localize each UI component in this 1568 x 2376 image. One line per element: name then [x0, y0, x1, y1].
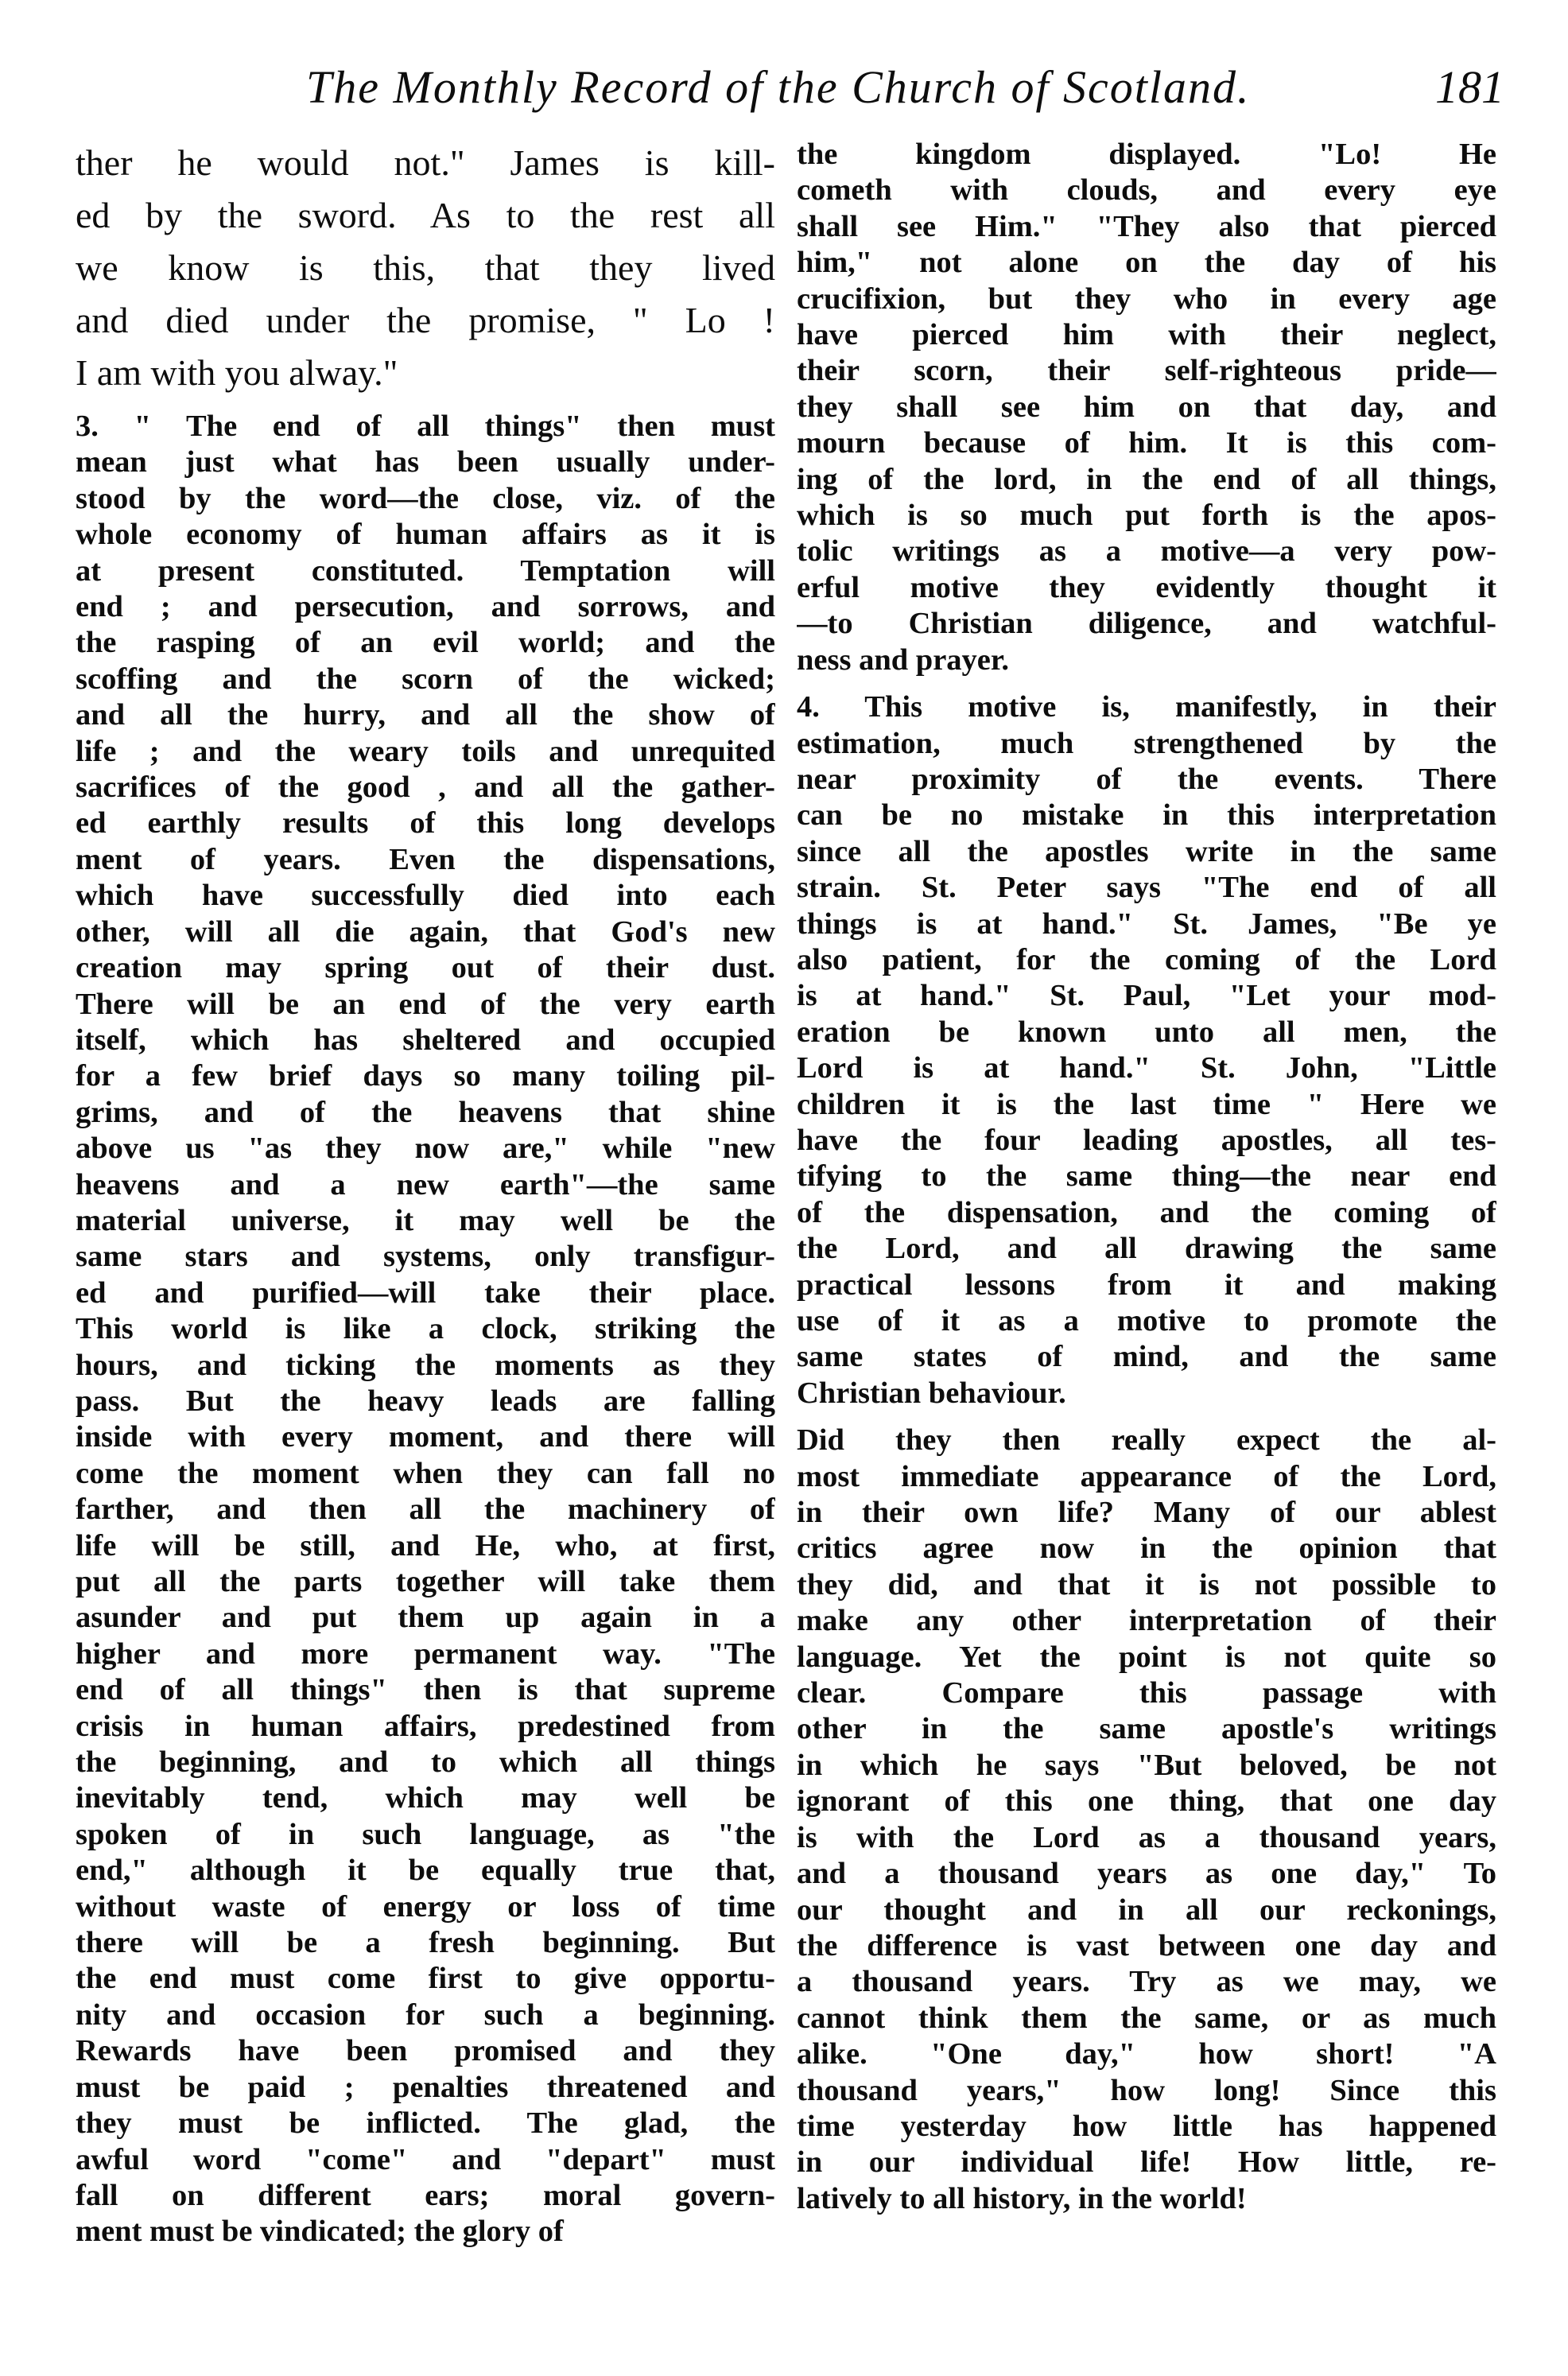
text-line: itself, which has sheltered and occupied	[76, 1023, 775, 1057]
text-line: use of it as a motive to promote the	[797, 1304, 1496, 1337]
text-line: the end must come first to give opportu-	[76, 1962, 775, 1996]
text-line: and all the hurry, and all the show of	[76, 698, 775, 732]
paragraph	[797, 137, 1496, 678]
text-line: is at hand." St. Paul, "Let your mod-	[797, 979, 1496, 1013]
text-line: scoffing and the scorn of the wicked;	[76, 662, 775, 696]
text-line: ment of years. Even the dispensations,	[76, 842, 775, 876]
text-line: same stars and systems, only transfigur-	[76, 1240, 775, 1274]
text-line: for a few brief days so many toiling pil-	[76, 1059, 775, 1093]
text-line: clear. Compare this passage with	[797, 1676, 1496, 1710]
text-line: and died under the promise, " Lo !	[76, 300, 775, 340]
text-line: farther, and then all the machinery of	[76, 1493, 775, 1527]
text-line: at present constituted. Temptation will	[76, 553, 775, 588]
text-line: 3. " The end of all things" then must	[76, 410, 775, 443]
text-line: fall on different ears; moral govern-	[76, 2178, 775, 2212]
text-line: end of all things" then is that supreme	[76, 1673, 775, 1707]
text-line: mean just what has been usually under-	[76, 445, 775, 479]
text-line: practical lessons from it and making	[797, 1268, 1496, 1302]
text-line: which have successfully died into each	[76, 879, 775, 913]
left-column	[76, 137, 775, 2347]
text-line: ness and prayer.	[797, 643, 1010, 677]
paragraph	[76, 409, 775, 2250]
text-line: children it is the last time " Here we	[797, 1087, 1496, 1121]
text-line: material universe, it may well be the	[76, 1203, 775, 1237]
text-line: also patient, for the coming of the Lord	[797, 942, 1496, 976]
text-line: end ; and persecution, and sorrows, and	[76, 590, 775, 624]
running-title: The Monthly Record of the Church of Scotland.	[306, 61, 1251, 113]
text-line: the rasping of an evil world; and the	[76, 626, 775, 660]
text-line: since all the apostles write in the same	[797, 834, 1496, 868]
text-line: other in the same apostle's writings	[797, 1712, 1496, 1746]
page-number: 181	[1435, 61, 1504, 113]
text-line: shall see Him." "They also that pierced	[797, 209, 1496, 243]
text-line: in our individual life! How little, re-	[797, 2145, 1496, 2180]
text-line: without waste of energy or loss of time	[76, 1889, 775, 1924]
text-line: is with the Lord as a thousand years,	[797, 1820, 1496, 1854]
text-line: tifying to the same thing—the near end	[797, 1159, 1496, 1194]
text-line: nity and occasion for such a beginning.	[76, 1997, 775, 2032]
text-line: ed and purified—will take their place.	[76, 1275, 775, 1310]
text-line: creation may spring out of their dust.	[76, 951, 775, 985]
text-line: time yesterday how little has happened	[797, 2109, 1496, 2143]
text-line: language. Yet the point is not quite so	[797, 1640, 1496, 1674]
text-line: mourn because of him. It is this com-	[797, 426, 1496, 460]
text-line: 4. This motive is, manifestly, in their	[797, 690, 1496, 724]
text-line: end," although it be equally true that,	[76, 1854, 775, 1888]
text-line: erful motive they evidently thought it	[797, 570, 1496, 604]
text-line: they must be inflicted. The glad, the	[76, 2106, 775, 2141]
text-line: whole economy of human affairs as it is	[76, 518, 775, 552]
text-line: have pierced him with their neglect,	[797, 318, 1496, 352]
text-line: ed by the sword. As to the rest all	[76, 195, 775, 235]
text-line: There will be an end of the very earth	[76, 987, 775, 1021]
text-line: eration be known unto all men, the	[797, 1015, 1496, 1049]
text-line: there will be a fresh beginning. But	[76, 1926, 775, 1960]
text-line: pass. But the heavy leads are falling	[76, 1384, 775, 1418]
text-line: hours, and ticking the moments as they	[76, 1348, 775, 1382]
paragraph	[797, 689, 1496, 1411]
text-line: sacrifices of the good , and all the gather-	[76, 771, 775, 805]
text-line: grims, and of the heavens that shine	[76, 1095, 775, 1129]
right-column	[797, 137, 1496, 2347]
text-line: have the four leading apostles, all tes-	[797, 1123, 1496, 1157]
text-line: can be no mistake in this interpretation	[797, 798, 1496, 833]
text-line: in which he says "But beloved, be not	[797, 1748, 1496, 1782]
text-line: and a thousand years as one day," To	[797, 1857, 1496, 1891]
paragraph	[76, 137, 775, 399]
text-line: things is at hand." St. James, "Be ye	[797, 907, 1496, 941]
text-line: they shall see him on that day, and	[797, 390, 1496, 424]
text-line: come the moment when they can fall no	[76, 1456, 775, 1490]
text-line: must be paid ; penalties threatened and	[76, 2070, 775, 2104]
text-line: estimation, much strengthened by the	[797, 726, 1496, 760]
text-line: life will be still, and He, who, at first,	[76, 1528, 775, 1563]
text-line: above us "as they now are," while "new	[76, 1132, 775, 1166]
text-line: ment must be vindicated; the glory of	[76, 2215, 564, 2249]
text-line: awful word "come" and "depart" must	[76, 2142, 775, 2176]
text-line: the kingdom displayed. "Lo! He	[797, 138, 1496, 171]
text-line: —to Christian diligence, and watchful-	[797, 607, 1496, 641]
text-line: the difference is vast between one day and	[797, 1928, 1496, 1963]
text-line: our thought and in all our reckonings,	[797, 1893, 1496, 1927]
text-line: Christian behaviour.	[797, 1376, 1066, 1410]
text-line: inside with every moment, and there will	[76, 1420, 775, 1454]
text-line: other, will all die again, that God's new	[76, 914, 775, 949]
text-line: spoken of in such language, as "the	[76, 1817, 775, 1851]
text-line: latively to all history, in the world!	[797, 2181, 1247, 2215]
text-line: life ; and the weary toils and unrequited	[76, 734, 775, 768]
text-line: strain. St. Peter says "The end of all	[797, 871, 1496, 905]
text-line: cometh with clouds, and every eye	[797, 173, 1496, 208]
text-line: stood by the word—the close, viz. of the	[76, 481, 775, 515]
text-line: ignorant of this one thing, that one day	[797, 1784, 1496, 1819]
text-line: they did, and that it is not possible to	[797, 1567, 1496, 1601]
text-line: which is so much put forth is the apos-	[797, 499, 1496, 533]
text-line: asunder and put them up again in a	[76, 1601, 775, 1635]
text-line: Did they then really expect the al-	[797, 1423, 1496, 1458]
text-line: we know is this, that they lived	[76, 247, 775, 288]
text-line: tolic writings as a motive—a very pow-	[797, 534, 1496, 569]
text-line: in their own life? Many of our ablest	[797, 1496, 1496, 1530]
text-line: I am with you alway."	[76, 352, 398, 393]
text-line: near proximity of the events. There	[797, 762, 1496, 796]
text-line: him," not alone on the day of his	[797, 246, 1496, 280]
text-line: ing of the lord, in the end of all things,	[797, 462, 1496, 496]
running-head	[64, 56, 1504, 119]
text-line: ther he would not." James is kill-	[76, 142, 775, 183]
text-line: the beginning, and to which all things	[76, 1745, 775, 1780]
text-line: a thousand years. Try as we may, we	[797, 1965, 1496, 1999]
text-line: alike. "One day," how short! "A	[797, 2037, 1496, 2071]
text-line: the Lord, and all drawing the same	[797, 1232, 1496, 1266]
text-line: Lord is at hand." St. John, "Little	[797, 1051, 1496, 1085]
text-line: make any other interpretation of their	[797, 1604, 1496, 1638]
text-line: of the dispensation, and the coming of	[797, 1195, 1496, 1229]
text-line: ed earthly results of this long develops	[76, 806, 775, 841]
text-line: cannot think them the same, or as much	[797, 2001, 1496, 2035]
text-line: heavens and a new earth"—the same	[76, 1167, 775, 1202]
text-line: their scorn, their self-righteous pride—	[797, 354, 1496, 388]
text-line: Rewards have been promised and they	[76, 2034, 775, 2068]
text-line: thousand years," how long! Since this	[797, 2073, 1496, 2107]
text-line: crucifixion, but they who in every age	[797, 281, 1496, 316]
text-line: most immediate appearance of the Lord,	[797, 1459, 1496, 1493]
text-line: This world is like a clock, striking the	[76, 1312, 775, 1346]
text-line: crisis in human affairs, predestined from	[76, 1709, 775, 1743]
text-line: critics agree now in the opinion that	[797, 1532, 1496, 1566]
text-line: higher and more permanent way. "The	[76, 1636, 775, 1671]
text-line: same states of mind, and the same	[797, 1340, 1496, 1374]
text-line: put all the parts together will take them	[76, 1565, 775, 1598]
text-line: inevitably tend, which may well be	[76, 1781, 775, 1815]
paragraph	[797, 1423, 1496, 2217]
